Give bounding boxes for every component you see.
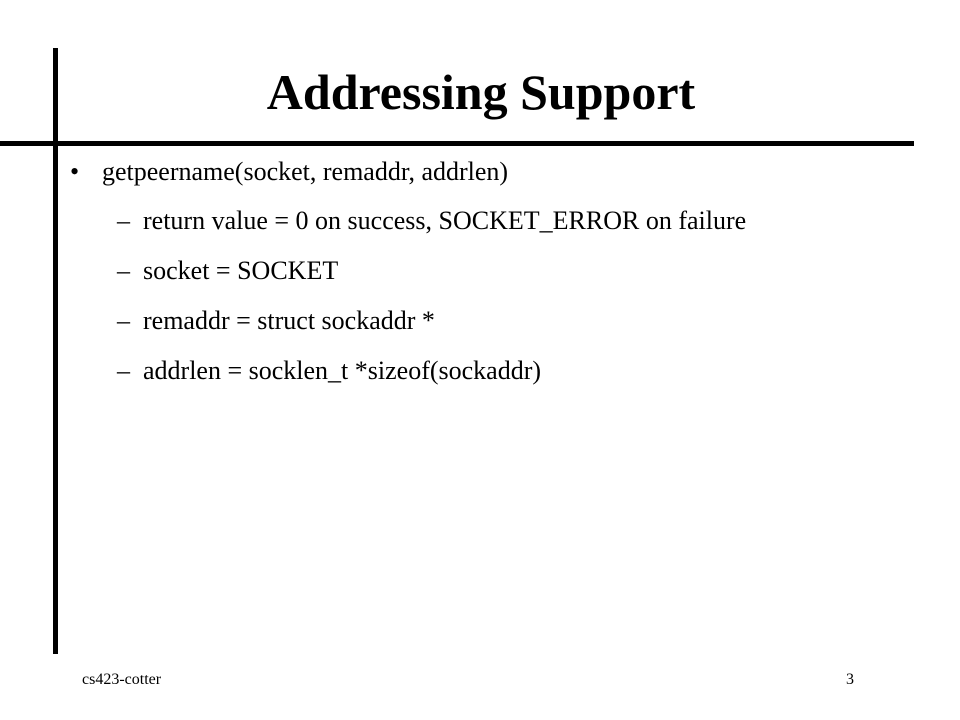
sub-item — [117, 301, 435, 341]
sub-item-marker: – — [117, 256, 130, 285]
sub-item-text: socket = SOCKET — [143, 256, 339, 285]
sub-item-text: remaddr = struct sockaddr * — [143, 306, 435, 335]
footer-page-number: 3 — [846, 671, 854, 688]
bullet-text: getpeername(socket, remaddr, addrlen) — [102, 157, 509, 186]
footer-course-label: cs423-cotter — [82, 671, 162, 688]
sub-item-text: addrlen = socklen_t *sizeof(sockaddr) — [143, 356, 542, 385]
sub-item-marker: – — [117, 306, 130, 335]
sub-item — [117, 251, 338, 291]
sub-item — [117, 201, 746, 241]
bullet-marker: • — [70, 157, 80, 186]
sub-item-marker: – — [117, 356, 130, 385]
sub-item-text: return value = 0 on success, SOCKET_ERROR on failure — [143, 206, 747, 235]
sub-item — [117, 351, 541, 391]
slide-title: Addressing Support — [266, 64, 696, 120]
bullet-item — [70, 152, 508, 192]
sub-item-marker: – — [117, 206, 130, 235]
